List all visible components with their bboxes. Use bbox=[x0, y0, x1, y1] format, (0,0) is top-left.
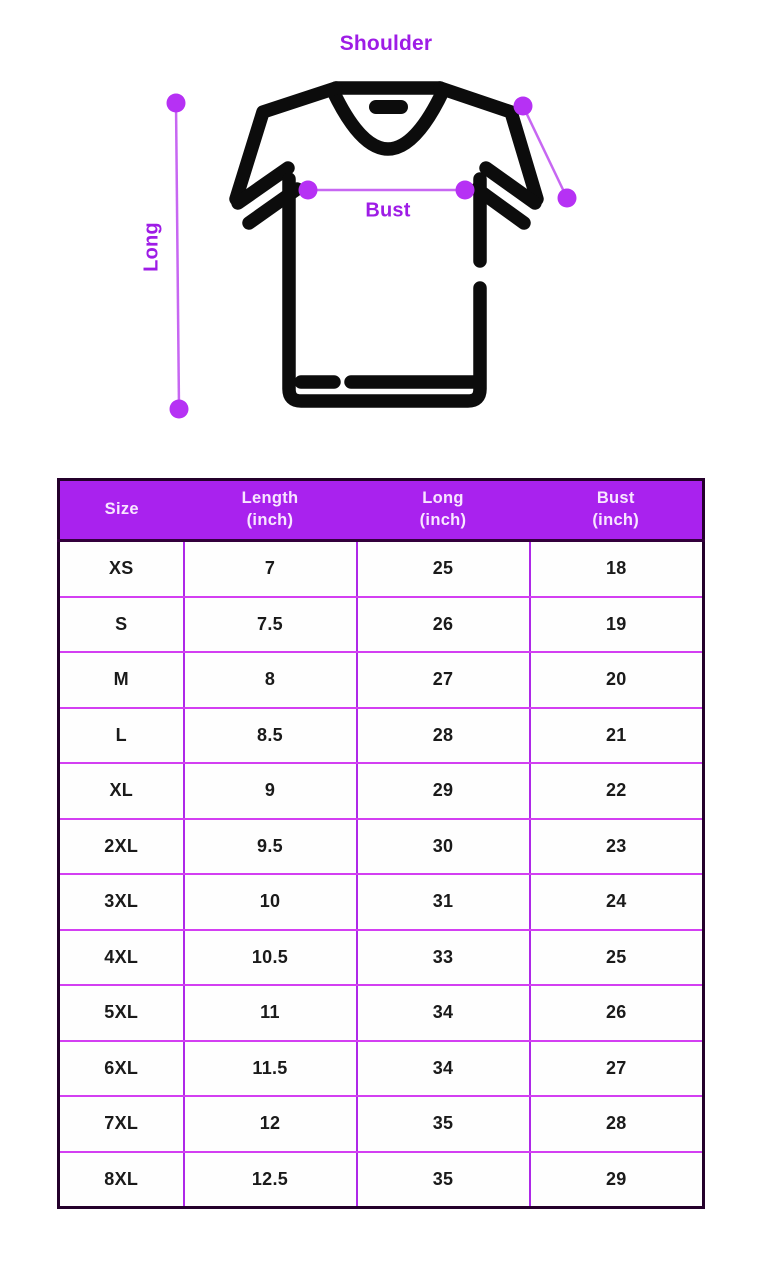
cell-size: 2XL bbox=[59, 819, 184, 875]
cell-bust: 24 bbox=[530, 874, 704, 930]
cell-bust: 20 bbox=[530, 652, 704, 708]
bust-left-dot bbox=[299, 181, 318, 200]
table-row bbox=[59, 819, 704, 875]
tshirt-icon bbox=[0, 0, 759, 470]
cell-size: 5XL bbox=[59, 985, 184, 1041]
cell-length: 11.5 bbox=[184, 1041, 357, 1097]
cell-length: 8 bbox=[184, 652, 357, 708]
cell-bust: 21 bbox=[530, 708, 704, 764]
column-header-label: Length bbox=[241, 489, 299, 508]
cell-size: L bbox=[59, 708, 184, 764]
cell-length: 8.5 bbox=[184, 708, 357, 764]
cell-bust: 25 bbox=[530, 930, 704, 986]
cell-long: 27 bbox=[357, 652, 530, 708]
column-header-unit: (inch) bbox=[419, 511, 467, 529]
cell-length: 11 bbox=[184, 985, 357, 1041]
cell-length: 9 bbox=[184, 763, 357, 819]
column-header-label: Bust bbox=[596, 489, 635, 508]
table-row bbox=[59, 1152, 704, 1208]
cell-size: 6XL bbox=[59, 1041, 184, 1097]
cell-bust: 29 bbox=[530, 1152, 704, 1208]
cell-long: 29 bbox=[357, 763, 530, 819]
column-header-length bbox=[184, 480, 357, 541]
cell-bust: 28 bbox=[530, 1096, 704, 1152]
cell-size: XS bbox=[59, 541, 184, 597]
cell-long: 34 bbox=[357, 985, 530, 1041]
cell-size: S bbox=[59, 597, 184, 653]
cell-bust: 27 bbox=[530, 1041, 704, 1097]
column-header-label: Long bbox=[422, 489, 464, 508]
cell-long: 35 bbox=[357, 1152, 530, 1208]
table-row bbox=[59, 763, 704, 819]
shoulder-bottom-dot bbox=[558, 189, 577, 208]
cell-long: 25 bbox=[357, 541, 530, 597]
cell-long: 28 bbox=[357, 708, 530, 764]
cell-long: 33 bbox=[357, 930, 530, 986]
cell-length: 7.5 bbox=[184, 597, 357, 653]
tshirt-measurement-diagram bbox=[0, 0, 759, 478]
size-chart-table-wrap bbox=[57, 478, 702, 1209]
long-bottom-dot bbox=[170, 400, 189, 419]
table-row bbox=[59, 930, 704, 986]
long-measure-line bbox=[176, 103, 179, 409]
cell-size: 8XL bbox=[59, 1152, 184, 1208]
cell-bust: 19 bbox=[530, 597, 704, 653]
table-row bbox=[59, 597, 704, 653]
table-row bbox=[59, 708, 704, 764]
cell-bust: 18 bbox=[530, 541, 704, 597]
table-row bbox=[59, 541, 704, 597]
cell-long: 34 bbox=[357, 1041, 530, 1097]
size-chart-table bbox=[57, 478, 705, 1209]
cell-bust: 26 bbox=[530, 985, 704, 1041]
cell-length: 12 bbox=[184, 1096, 357, 1152]
column-header-unit: (inch) bbox=[592, 511, 640, 529]
table-row bbox=[59, 1096, 704, 1152]
table-row bbox=[59, 652, 704, 708]
table-row bbox=[59, 1041, 704, 1097]
cell-size: 4XL bbox=[59, 930, 184, 986]
cell-long: 31 bbox=[357, 874, 530, 930]
cell-length: 9.5 bbox=[184, 819, 357, 875]
column-header-long bbox=[357, 480, 530, 541]
bust-right-dot bbox=[456, 181, 475, 200]
table-header bbox=[59, 480, 704, 541]
cell-long: 30 bbox=[357, 819, 530, 875]
table-body bbox=[59, 541, 704, 1208]
cell-long: 35 bbox=[357, 1096, 530, 1152]
column-header-bust bbox=[530, 480, 704, 541]
shoulder-top-dot bbox=[514, 97, 533, 116]
cell-long: 26 bbox=[357, 597, 530, 653]
table-row bbox=[59, 985, 704, 1041]
tshirt-outline bbox=[236, 88, 537, 401]
column-header-size bbox=[59, 480, 184, 541]
long-label: Long bbox=[140, 222, 163, 272]
column-header-label: Size bbox=[104, 500, 139, 519]
cell-length: 12.5 bbox=[184, 1152, 357, 1208]
cell-size: XL bbox=[59, 763, 184, 819]
column-header-unit: (inch) bbox=[246, 511, 294, 529]
cell-size: M bbox=[59, 652, 184, 708]
cell-length: 10 bbox=[184, 874, 357, 930]
cell-length: 10.5 bbox=[184, 930, 357, 986]
cell-bust: 23 bbox=[530, 819, 704, 875]
long-top-dot bbox=[167, 94, 186, 113]
bust-label: Bust bbox=[365, 199, 411, 222]
cell-size: 3XL bbox=[59, 874, 184, 930]
shoulder-label: Shoulder bbox=[339, 32, 433, 55]
table-row bbox=[59, 874, 704, 930]
cell-bust: 22 bbox=[530, 763, 704, 819]
cell-size: 7XL bbox=[59, 1096, 184, 1152]
cell-length: 7 bbox=[184, 541, 357, 597]
